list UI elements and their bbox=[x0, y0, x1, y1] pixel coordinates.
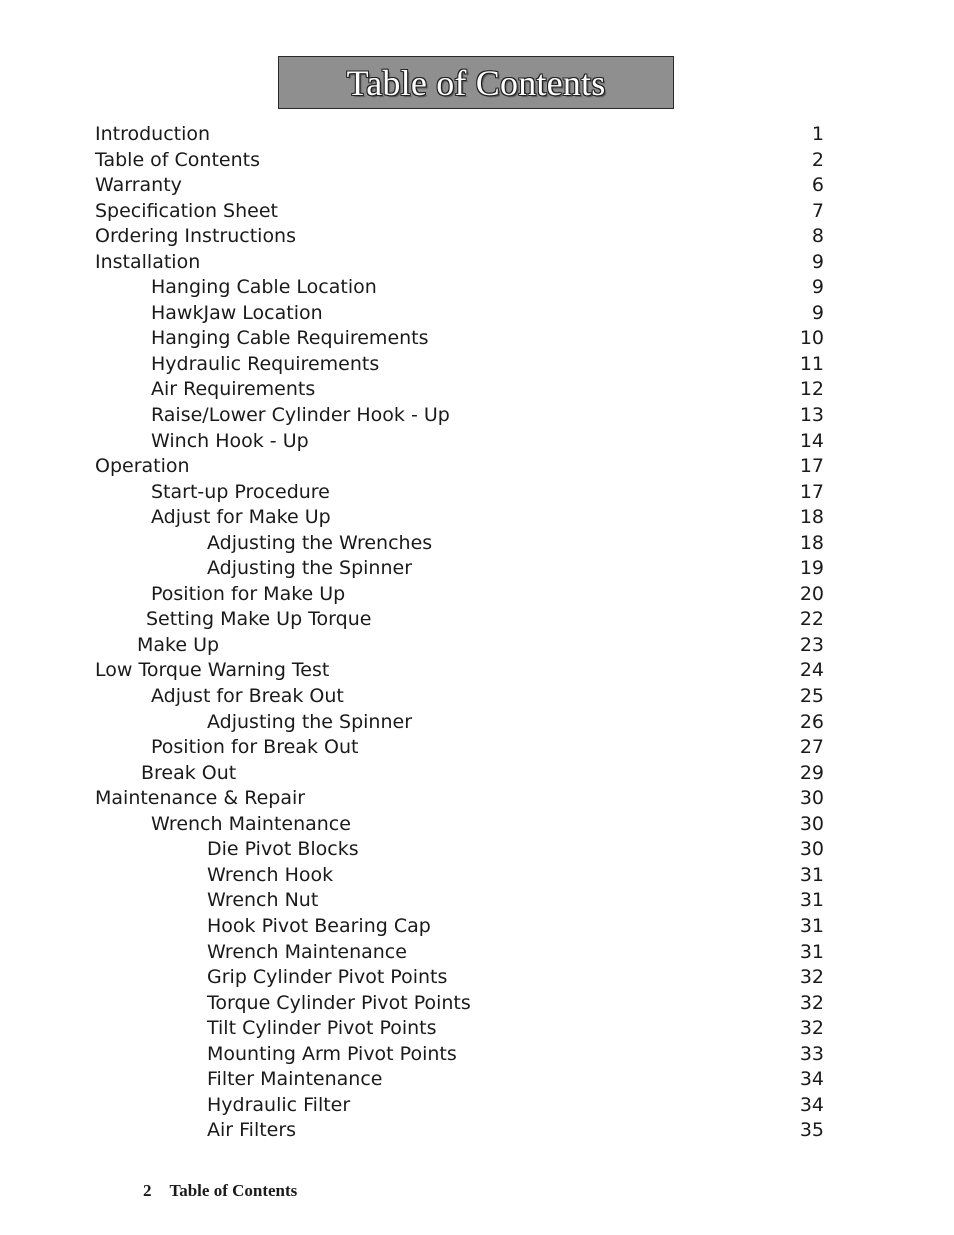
toc-entry-page-number: 31 bbox=[799, 940, 824, 963]
toc-entry-page-number: 27 bbox=[799, 736, 824, 759]
toc-entry-label: Raise/Lower Cylinder Hook - Up bbox=[151, 404, 450, 427]
toc-entry-page-number: 35 bbox=[799, 1119, 824, 1142]
toc-entry-label: Maintenance & Repair bbox=[95, 787, 306, 810]
toc-entry bbox=[0, 786, 954, 812]
toc-entry-page-number: 11 bbox=[799, 352, 824, 375]
toc-entry bbox=[0, 991, 954, 1017]
toc-entry-page-number: 30 bbox=[799, 787, 824, 810]
toc-entry-label: Air Requirements bbox=[151, 378, 316, 401]
toc-entry-page-number: 13 bbox=[799, 404, 824, 427]
toc-entry-label: Mounting Arm Pivot Points bbox=[207, 1042, 457, 1065]
toc-entry bbox=[0, 710, 954, 736]
toc-entry bbox=[0, 377, 954, 403]
toc-entry-page-number: 8 bbox=[811, 225, 824, 248]
toc-entry-page-number: 30 bbox=[799, 838, 824, 861]
toc-entry bbox=[0, 403, 954, 429]
toc-entry bbox=[0, 122, 954, 148]
toc-entry bbox=[0, 480, 954, 506]
toc-entry bbox=[0, 684, 954, 710]
toc-entry-label: Make Up bbox=[137, 633, 220, 656]
toc-entry-page-number: 31 bbox=[799, 863, 824, 886]
toc-entry-page-number: 7 bbox=[811, 199, 824, 222]
toc-entry-page-number: 30 bbox=[799, 812, 824, 835]
toc-entry-label: Air Filters bbox=[207, 1119, 297, 1142]
toc-entry-label: Operation bbox=[95, 455, 190, 478]
toc-entry-page-number: 34 bbox=[799, 1093, 824, 1116]
toc-entry-page-number: 10 bbox=[799, 327, 824, 350]
toc-entry-label: Wrench Maintenance bbox=[151, 812, 351, 835]
toc-entry-page-number: 1 bbox=[811, 123, 824, 145]
toc-entry-page-number: 18 bbox=[799, 506, 824, 529]
footer-page-number: 2 bbox=[143, 1181, 152, 1200]
toc-entry-page-number: 22 bbox=[799, 608, 824, 631]
toc-entry bbox=[0, 812, 954, 838]
toc-entry bbox=[0, 199, 954, 225]
toc-entry-page-number: 31 bbox=[799, 914, 824, 937]
toc-entry-page-number: 23 bbox=[799, 633, 824, 656]
toc-entry-page-number: 29 bbox=[799, 761, 824, 784]
toc-entry bbox=[0, 837, 954, 863]
toc-entry-page-number: 24 bbox=[799, 659, 824, 682]
toc-entry bbox=[0, 761, 954, 787]
toc-entry-page-number: 20 bbox=[799, 582, 824, 605]
toc-entry bbox=[0, 352, 954, 378]
toc-entry-label: Installation bbox=[95, 250, 201, 273]
toc-entry-label: Hanging Cable Requirements bbox=[151, 327, 429, 350]
toc-entry-label: Wrench Maintenance bbox=[207, 940, 407, 963]
toc-entry-label: Hydraulic Filter bbox=[207, 1093, 351, 1116]
toc-entry bbox=[0, 633, 954, 659]
toc-entry bbox=[0, 607, 954, 633]
toc-entry-label: Grip Cylinder Pivot Points bbox=[207, 966, 448, 989]
toc-entry bbox=[0, 250, 954, 276]
toc-entry bbox=[0, 173, 954, 199]
toc-entry bbox=[0, 505, 954, 531]
toc-entry bbox=[0, 224, 954, 250]
toc-entry-label: Torque Cylinder Pivot Points bbox=[207, 991, 471, 1014]
toc-entry bbox=[0, 454, 954, 480]
title-banner bbox=[278, 56, 674, 109]
toc-entry bbox=[0, 556, 954, 582]
toc-entry-label: Low Torque Warning Test bbox=[95, 659, 330, 682]
toc-entry-page-number: 25 bbox=[799, 685, 824, 708]
toc-entry bbox=[0, 914, 954, 940]
toc-entry bbox=[0, 658, 954, 684]
toc-entry bbox=[0, 735, 954, 761]
toc-entry bbox=[0, 1093, 954, 1119]
toc-entry bbox=[0, 888, 954, 914]
toc-entry-label: Winch Hook - Up bbox=[151, 429, 309, 452]
toc-entry-page-number: 14 bbox=[799, 429, 824, 452]
toc-entry-label: Hanging Cable Location bbox=[151, 276, 377, 299]
toc-entry-label: Filter Maintenance bbox=[207, 1068, 383, 1091]
toc-entry bbox=[0, 582, 954, 608]
toc-entry-page-number: 32 bbox=[799, 966, 824, 989]
toc-entry-page-number: 9 bbox=[811, 276, 824, 299]
toc-entry-label: Adjust for Make Up bbox=[151, 506, 331, 529]
toc-entry-page-number: 9 bbox=[811, 301, 824, 324]
page-title: Table of Contents bbox=[346, 62, 606, 103]
toc-entry bbox=[0, 965, 954, 991]
toc-entry-label: Specification Sheet bbox=[95, 199, 278, 222]
toc-entry bbox=[0, 275, 954, 301]
toc-entry-label: Hook Pivot Bearing Cap bbox=[207, 914, 431, 937]
toc-entry-page-number: 34 bbox=[799, 1068, 824, 1091]
toc-entry-page-number: 31 bbox=[799, 889, 824, 912]
toc-entry bbox=[0, 863, 954, 889]
toc-entry bbox=[0, 301, 954, 327]
toc-entry-page-number: 2 bbox=[811, 148, 824, 171]
toc-entry-label: Start-up Procedure bbox=[151, 480, 330, 503]
toc-entry-page-number: 18 bbox=[799, 531, 824, 554]
toc-entry bbox=[0, 1118, 954, 1144]
toc-entry-label: Die Pivot Blocks bbox=[207, 838, 359, 861]
toc-entry-label: Tilt Cylinder Pivot Points bbox=[207, 1017, 437, 1040]
toc-entry bbox=[0, 148, 954, 174]
toc-entry-page-number: 17 bbox=[799, 480, 824, 503]
toc-entry-label: Adjusting the Wrenches bbox=[207, 531, 433, 554]
toc-entry-label: Adjusting the Spinner bbox=[207, 710, 413, 733]
toc-entry-page-number: 33 bbox=[799, 1042, 824, 1065]
toc-entry-label: HawkJaw Location bbox=[151, 301, 323, 324]
toc-entry bbox=[0, 1016, 954, 1042]
toc-entry-label: Wrench Hook bbox=[207, 863, 334, 886]
toc-entry bbox=[0, 940, 954, 966]
toc-entry-label: Introduction bbox=[95, 123, 211, 145]
toc-entry-label: Adjusting the Spinner bbox=[207, 557, 413, 580]
toc-entry-page-number: 19 bbox=[799, 557, 824, 580]
page-footer bbox=[143, 1181, 297, 1201]
toc-entry-page-number: 6 bbox=[811, 174, 824, 197]
table-of-contents bbox=[0, 122, 954, 1144]
toc-entry-label: Setting Make Up Torque bbox=[146, 608, 372, 631]
toc-entry-label: Ordering Instructions bbox=[95, 225, 297, 248]
toc-entry-label: Warranty bbox=[95, 174, 182, 197]
toc-entry-label: Break Out bbox=[141, 761, 237, 784]
toc-entry-label: Position for Make Up bbox=[151, 582, 346, 605]
toc-entry bbox=[0, 429, 954, 455]
footer-section-title: Table of Contents bbox=[169, 1181, 298, 1200]
toc-entry bbox=[0, 531, 954, 557]
toc-entry bbox=[0, 1042, 954, 1068]
toc-entry-page-number: 9 bbox=[811, 250, 824, 273]
toc-entry-label: Table of Contents bbox=[95, 148, 260, 171]
toc-entry-label: Hydraulic Requirements bbox=[151, 352, 380, 375]
toc-entry bbox=[0, 326, 954, 352]
toc-entry-label: Position for Break Out bbox=[151, 736, 359, 759]
toc-entry-page-number: 26 bbox=[799, 710, 824, 733]
toc-entry-label: Wrench Nut bbox=[207, 889, 319, 912]
toc-entry-page-number: 32 bbox=[799, 1017, 824, 1040]
toc-entry-page-number: 12 bbox=[799, 378, 824, 401]
toc-entry bbox=[0, 1067, 954, 1093]
toc-entry-page-number: 17 bbox=[799, 455, 824, 478]
toc-entry-page-number: 32 bbox=[799, 991, 824, 1014]
toc-entry-label: Adjust for Break Out bbox=[151, 685, 344, 708]
